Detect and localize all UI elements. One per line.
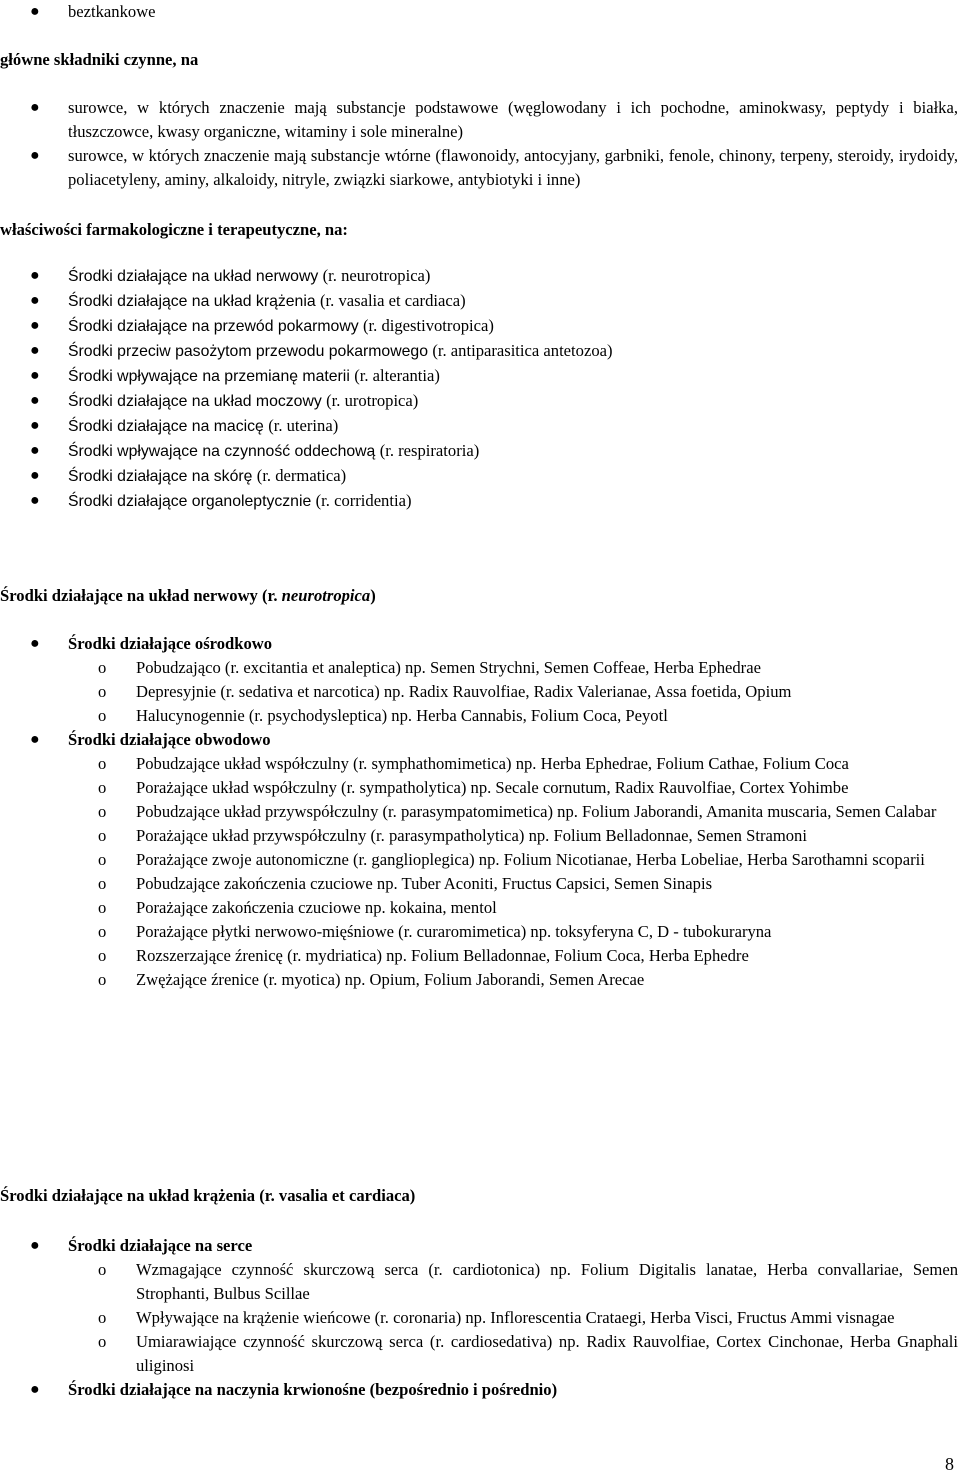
list-item: ● beztkankowe [0,0,958,24]
list-item: ● Środki działające na skórę (r. dermatica) [0,464,958,489]
bullet-icon: ● [30,342,40,359]
sub-list-item: o Porażające zwoje autonomiczne (r. ganglioplegica) np. Folium Nicotianae, Herba Lobeliae, Herba Sarothamni scoparii [98,850,925,869]
top-list [0,0,958,24]
list-item: ● Środki działające na układ nerwowy (r. neurotropica) [0,264,958,289]
nervous-list [0,632,958,992]
section-heading-active-ingredients: główne składniki czynne, na [0,50,199,69]
sub-list-item: o Porażające zakończenia czuciowe np. kokaina, mentol [98,898,497,917]
sub-list-item: o Wzmagające czynność skurczową serca (r. cardiotonica) np. Folium Digitalis lanatae, Herba convallariae, Semen Strophanti, Bulbus Scillae [98,1260,958,1303]
bullet-icon: ● [30,1237,40,1254]
list-item: ● Środki wpływające na przemianę materii (r. alterantia) [0,364,958,389]
list-item: ● Środki działające ośrodkowo [0,632,958,656]
bullet-icon: ● [30,392,40,409]
bullet-icon: ● [30,492,40,509]
bullet-icon: ● [30,467,40,484]
bullet-icon: ● [30,1381,40,1398]
list-item: ● Środki działające na przewód pokarmowy (r. digestivotropica) [0,314,958,339]
sub-list-item: o Porażające układ współczulny (r. sympatholytica) np. Secale cornutum, Radix Rauvolfiae, Cortex Yohimbe [98,778,849,797]
sub-list-item: o Pobudzające układ współczulny (r. symphathomimetica) np. Herba Ephedrae, Folium Cathae, Folium Coca [98,754,849,773]
list-item: ● Środki działające na serce [0,1234,958,1258]
sub-list-item: o Umiarawiające czynność skurczową serca (r. cardiosedativa) np. Radix Rauvolfiae, Cortex Cinchonae, Herba Gnaphali uliginosi [98,1332,958,1375]
sub-list-item: o Wpływające na krążenie wieńcowe (r. coronaria) np. Inflorescentia Crataegi, Herba Visci, Fructus Ammi visnagae [98,1308,895,1327]
page-number: 8 [945,1454,954,1474]
list-item: ● Środki przeciw pasożytom przewodu pokarmowego (r. antiparasitica antetozoa) [0,339,958,364]
list-item: ● Środki działające na układ krążenia (r. vasalia et cardiaca) [0,289,958,314]
section-heading-circulatory: Środki działające na układ krążenia (r. vasalia et cardiaca) [0,1186,416,1205]
bullet-icon: ● [30,731,40,748]
bullet-icon: ● [30,367,40,384]
bullet-icon: ● [30,442,40,459]
bullet-icon: ● [30,635,40,652]
sub-list-item: o Zwężające źrenice (r. myotica) np. Opium, Folium Jaborandi, Semen Arecae [98,970,645,989]
section-heading-properties: właściwości farmakologiczne i terapeutyczne, na: [0,220,348,239]
bullet-icon: ● [30,3,40,20]
list-item: ● Środki działające na naczynia krwionośne (bezpośrednio i pośrednio) [0,1378,958,1402]
list-item: ● Środki wpływające na czynność oddechową (r. respiratoria) [0,439,958,464]
bullet-icon: ● [30,99,40,116]
list-item: ● surowce, w których znaczenie mają substancje wtórne (flawonoidy, antocyjany, garbniki, fenole, chinony, terpeny, steroidy, irydoidy, poliacetyleny, aminy, alkaloidy, nitryle, związki siarkowe, antybiotyki i inne) [30,146,958,189]
list-item: ● Środki działające na macicę (r. uterina) [0,414,958,439]
active-ingredients-list [0,96,958,192]
sub-list-item: o Porażające układ przywspółczulny (r. parasympatholytica) np. Folium Belladonnae, Semen Stramoni [98,826,807,845]
bullet-icon: ● [30,267,40,284]
sub-list-item: o Rozszerzające źrenicę (r. mydriatica) np. Folium Belladonnae, Folium Coca, Herba Ephedre [98,946,749,965]
sub-list-item: o Porażające płytki nerwowo-mięśniowe (r. curaromimetica) np. toksyferyna C, D - tubokuraryna [98,922,772,941]
list-item: ● Środki działające obwodowo [0,728,958,752]
sub-list-item: o Depresyjnie (r. sedativa et narcotica) np. Radix Rauvolfiae, Radix Valerianae, Assa foetida, Opium [98,682,792,701]
bullet-icon: ● [30,417,40,434]
list-item: ● Środki działające organoleptycznie (r. corridentia) [0,489,958,514]
sub-list-item: o Pobudzające zakończenia czuciowe np. Tuber Aconiti, Fructus Capsici, Semen Sinapis [98,874,713,893]
bullet-icon: ● [30,147,40,164]
sub-list-item: o Pobudzające układ przywspółczulny (r. parasympatomimetica) np. Folium Jaborandi, Amanita muscaria, Semen Calabar [98,802,937,821]
list-item: ● surowce, w których znaczenie mają substancje podstawowe (węglowodany i ich pochodne, aminokwasy, peptydy i białka, tłuszczowce, kwasy organiczne, witaminy i sole mineralne) [30,98,958,141]
sub-list-item: o Pobudzająco (r. excitantia et analeptica) np. Semen Strychni, Semen Coffeae, Herba Ephedrae [98,658,761,677]
bullet-icon: ● [30,292,40,309]
bullet-icon: ● [30,317,40,334]
properties-list [0,264,958,514]
sub-list-item: o Halucynogennie (r. psychodysleptica) np. Herba Cannabis, Folium Coca, Peyotl [98,706,668,725]
section-heading-nervous: Środki działające na układ nerwowy (r. neurotropica) [0,586,376,605]
list-item: ● Środki działające na układ moczowy (r. urotropica) [0,389,958,414]
circulatory-list [0,1234,958,1402]
